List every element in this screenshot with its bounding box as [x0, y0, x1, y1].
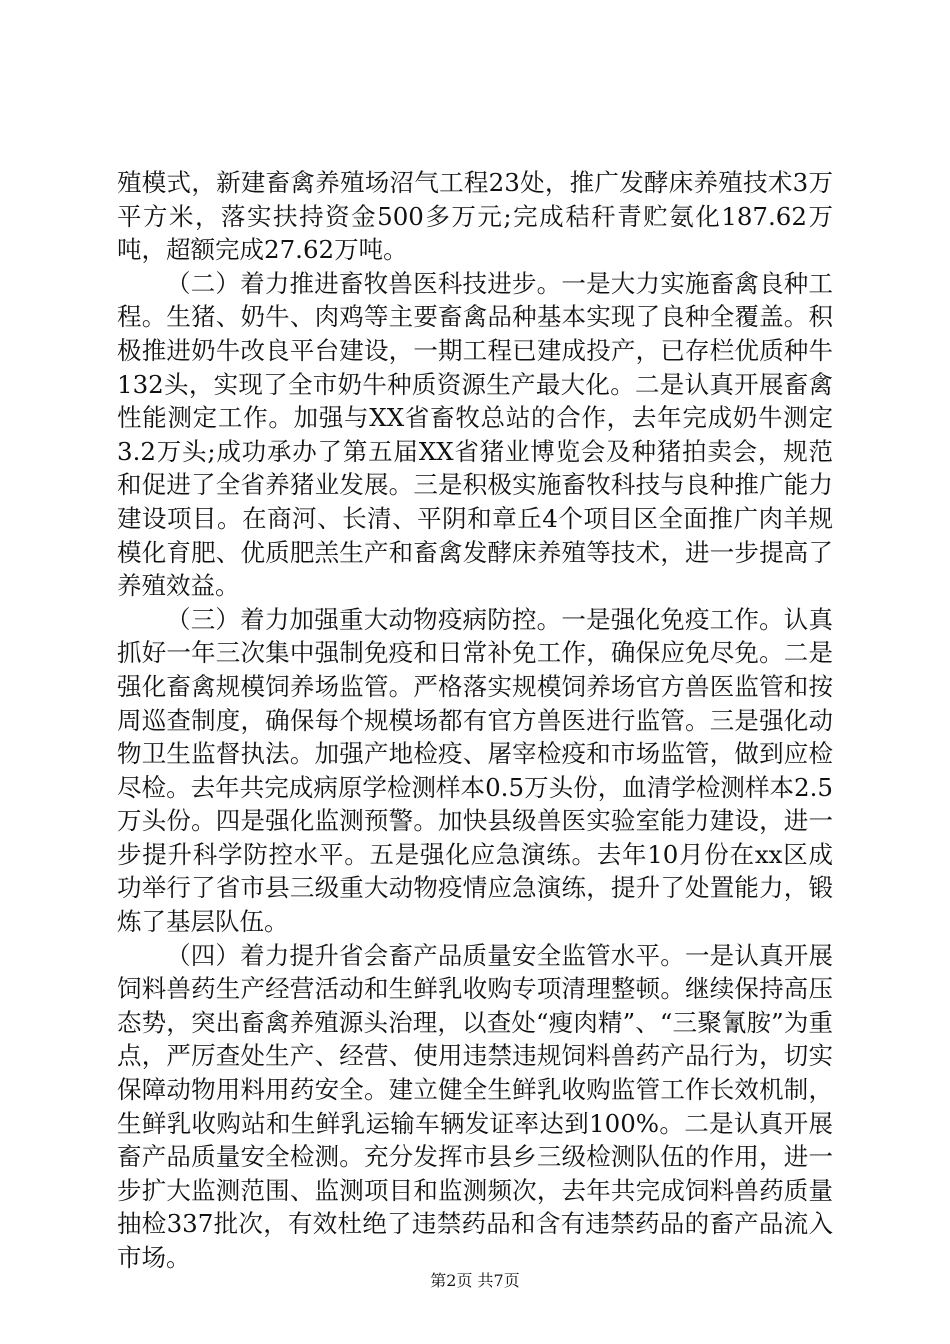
document-body — [117, 166, 833, 1275]
paragraph-2: （二）着力推进畜牧兽医科技进步。一是大力实施畜禽良种工程。生猪、奶牛、肉鸡等主要畜禽品种基本实现了良种全覆盖。积极推进奶牛改良平台建设，一期工程已建成投产，已存栏优质种牛132头，实现了全市奶牛种质资源生产最大化。二是认真开展畜禽性能测定工作。加强与XX省畜牧总站的合作，去年完成奶牛测定3.2万头;成功承办了第五届XX省猪业博览会及种猪拍卖会，规范和促进了全省养猪业发展。三是积极实施畜牧科技与良种推广能力建设项目。在商河、长清、平阴和章丘4个项目区全面推广肉羊规模化育肥、优质肥羔生产和畜禽发酵床养殖等技术，进一步提高了养殖效益。 — [117, 268, 833, 601]
paragraph-1: 殖模式，新建畜禽养殖场沼气工程23处，推广发酵床养殖技术3万平方米，落实扶持资金500多万元;完成秸秆青贮氨化187.62万吨，超额完成27.62万吨。 — [117, 168, 833, 265]
paragraph-3: （三）着力加强重大动物疫病防控。一是强化免疫工作。认真抓好一年三次集中强制免疫和日常补免工作，确保应免尽免。二是强化畜禽规模饲养场监管。严格落实规模饲养场官方兽医监管和按周巡查制度，确保每个规模场都有官方兽医进行监管。三是强化动物卫生监督执法。加强产地检疫、屠宰检疫和市场监管，做到应检尽检。去年共完成病原学检测样本0.5万头份，血清学检测样本2.5万头份。四是强化监测预警。加快县级兽医实验室能力建设，进一步提升科学防控水平。五是强化应急演练。去年10月份在xx区成功举行了省市县三级重大动物疫情应急演练，提升了处置能力，锻炼了基层队伍。 — [117, 604, 833, 937]
page-number-footer: 第2页 共7页 — [430, 1271, 520, 1290]
paragraph-4: （四）着力提升省会畜产品质量安全监管水平。一是认真开展饲料兽药生产经营活动和生鲜乳收购专项清理整顿。继续保持高压态势，突出畜禽养殖源头治理，以查处“瘦肉精”、“三聚氰胺”为重点，严厉查处生产、经营、使用违禁违规饲料兽药产品行为，切实保障动物用料用药安全。建立健全生鲜乳收购监管工作长效机制，生鲜乳收购站和生鲜乳运输车辆发证率达到100%。二是认真开展畜产品质量安全检测。充分发挥市县乡三级检测队伍的作用，进一步扩大监测范围、监测项目和监测频次，去年共完成饲料兽药质量抽检337批次，有效杜绝了违禁药品和含有违禁药品的畜产品流入市场。 — [117, 940, 833, 1272]
